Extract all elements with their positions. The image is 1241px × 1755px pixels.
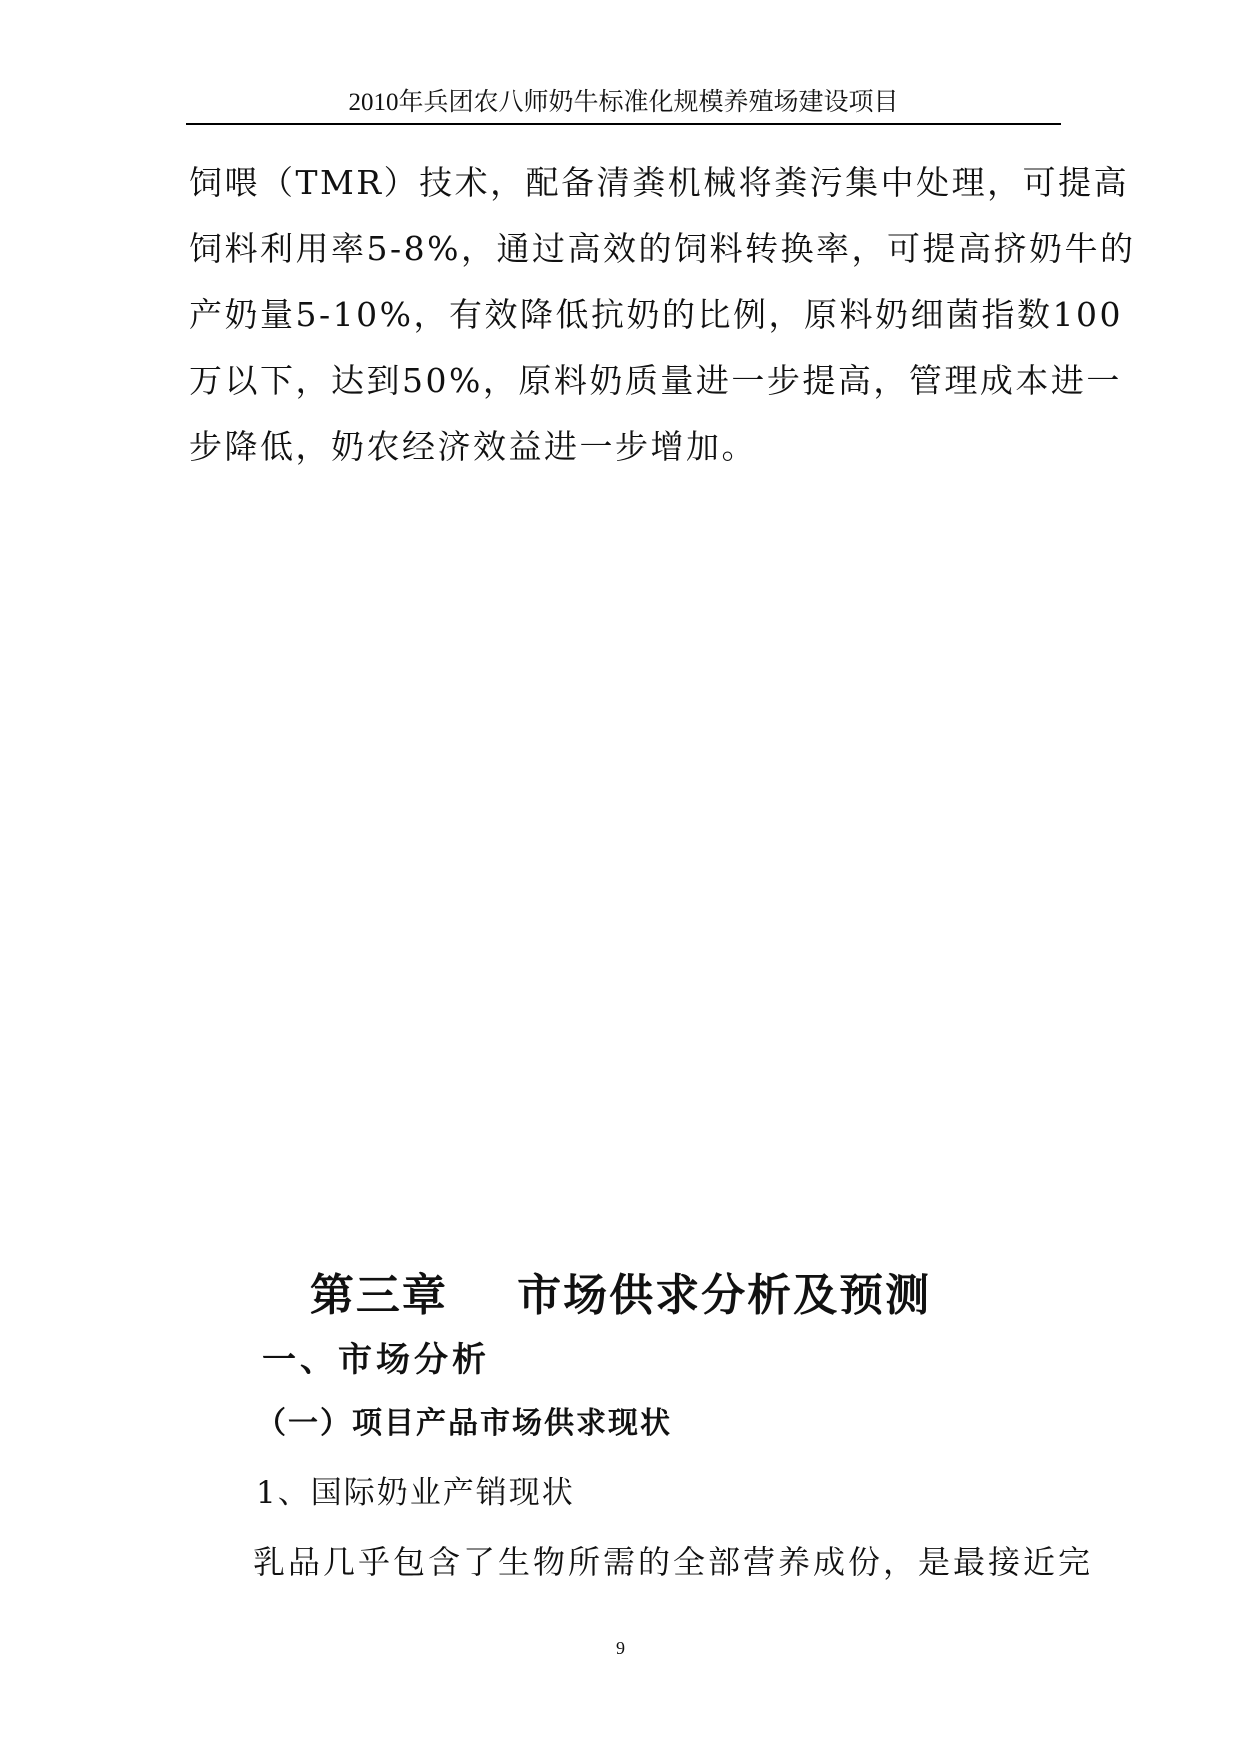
body-text-line: 饲喂（TMR）技术，配备清粪机械将粪污集中处理，可提高 [189, 163, 1130, 202]
body-text-line: 饲料利用率5-8%，通过高效的饲料转换率，可提高挤奶牛的 [189, 229, 1136, 268]
subsection-heading: （一）项目产品市场供求现状 [256, 1406, 672, 1441]
section-heading: 一、市场分析 [262, 1340, 490, 1380]
running-header: 2010年兵团农八师奶牛标准化规模养殖场建设项目 [348, 89, 899, 116]
body-text-line: 步降低，奶农经济效益进一步增加。 [189, 427, 757, 466]
chapter-title: 第三章 市场供求分析及预测 [309, 1270, 932, 1321]
header-rule [186, 123, 1061, 125]
item-heading: 1、国际奶业产销现状 [256, 1475, 575, 1511]
body-text-line: 万以下，达到50%，原料奶质量进一步提高，管理成本进一 [189, 361, 1122, 400]
body-text-line: 产奶量5-10%，有效降低抗奶的比例，原料奶细菌指数100 [189, 295, 1123, 334]
paragraph-text: 乳品几乎包含了生物所需的全部营养成份，是最接近完 [253, 1543, 1094, 1581]
page-number: 9 [616, 1638, 625, 1658]
